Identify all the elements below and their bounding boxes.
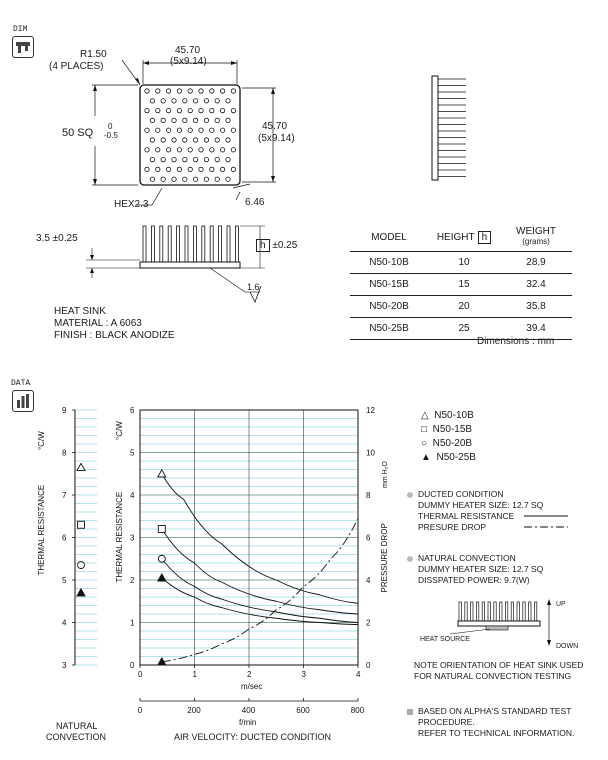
pin-hole: [177, 128, 181, 132]
y-axis-label: THERMAL RESISTANCE: [37, 484, 46, 576]
dim-icon: [13, 37, 33, 57]
data-point: [77, 589, 85, 596]
legend-item: ○ N50-20B: [421, 438, 473, 449]
h-dimension: [253, 239, 297, 252]
x2-tick-label: 600: [296, 706, 310, 715]
square-tol-lower: -0.5: [104, 131, 118, 140]
pin-hole: [161, 157, 165, 161]
pin-hole: [161, 118, 165, 122]
ducted-line: PRESURE DROP: [418, 522, 487, 532]
pin-hole: [220, 148, 224, 152]
table-row: N50-15B 15 32.4: [350, 274, 572, 296]
data-point: [158, 470, 166, 477]
y2-tick-label: 12: [366, 406, 375, 415]
y-tick-label: 7: [62, 491, 67, 500]
pin-hole: [204, 99, 208, 103]
x-tick-label: 4: [356, 670, 361, 679]
pin-hole: [172, 99, 176, 103]
ducted-line: THERMAL RESISTANCE: [418, 511, 515, 521]
base-thickness-label: 3.5 ±0.25: [36, 233, 78, 244]
data-point: [158, 526, 165, 533]
pin-hole: [183, 177, 187, 181]
pin-hole: [183, 157, 187, 161]
pin-hole: [150, 99, 154, 103]
pin-hole: [188, 167, 192, 171]
fin: [465, 602, 467, 621]
pin-hole: [210, 128, 214, 132]
y-tick-label: 9: [62, 406, 67, 415]
pin-hole: [145, 167, 149, 171]
legend-line-samples: [522, 510, 572, 532]
y-tick-label: 6: [130, 406, 135, 415]
pin-hole: [161, 138, 165, 142]
ducted-title: DUCTED CONDITION: [407, 489, 503, 499]
x2-axis-label: f/min: [239, 718, 257, 727]
pin-hole: [166, 108, 170, 112]
pin-hole: [226, 138, 230, 142]
pin-hole: [172, 157, 176, 161]
fin: [143, 226, 146, 262]
y2-tick-label: 2: [366, 618, 371, 628]
pin-hole: [199, 167, 203, 171]
data-badge-label: DATA: [11, 379, 31, 388]
data-point: [158, 574, 166, 581]
series-line: [162, 474, 358, 604]
legend-item: □ N50-15B: [421, 424, 473, 435]
y2-tick-label: 10: [366, 448, 375, 458]
x-axis-label: m/sec: [241, 682, 263, 691]
natural-line: DUMMY HEATER SIZE: 12.7 SQ: [418, 564, 544, 574]
fin: [482, 602, 484, 621]
y2-tick-label: 6: [366, 533, 371, 543]
x-tick-label: 3: [301, 670, 306, 679]
pin-hole: [193, 177, 197, 181]
x-tick-label: 0: [138, 670, 143, 679]
x-tick-label: 2: [247, 670, 252, 679]
fin: [202, 226, 205, 262]
radius-label: R1.50: [80, 49, 107, 60]
x2-tick-label: 0: [137, 706, 143, 715]
legend-item: ▲ N50-25B: [421, 452, 476, 463]
pin-hole: [166, 167, 170, 171]
table-row: N50-25B 25 39.4: [350, 318, 572, 340]
h-box: h: [256, 239, 270, 252]
x2-tick-label: 400: [241, 706, 256, 715]
radius-places-label: (4 PLACES): [49, 61, 104, 72]
pin-hole: [150, 138, 154, 142]
pin-hole: [172, 118, 176, 122]
pin-hole: [199, 89, 203, 93]
pin-hole: [156, 148, 160, 152]
pin-hole: [193, 157, 197, 161]
pin-hole: [188, 128, 192, 132]
air-velocity-label: AIR VELOCITY: DUCTED CONDITION: [174, 732, 332, 742]
header-weight: WEIGHT (grams): [500, 223, 572, 252]
x2-tick-label: 200: [187, 706, 201, 715]
pressure-drop-line: [162, 518, 358, 661]
table-row: N50-20B 20 35.8: [350, 296, 572, 318]
ducted-condition-chart: [115, 406, 389, 727]
natural-convection-chart: [37, 406, 97, 670]
square-open-icon: □: [421, 424, 428, 435]
side-width-label: 45.70: [262, 121, 288, 132]
triangle-open-icon: △: [421, 410, 429, 421]
fin: [494, 602, 496, 621]
pin-hole: [150, 157, 154, 161]
pin-hole: [166, 128, 170, 132]
ducted-line: DUMMY HEATER SIZE: 12.7 SQ: [418, 500, 544, 510]
legend-item: △ N50-10B: [421, 410, 474, 421]
pin-hole: [210, 167, 214, 171]
material-line: FINISH : BLACK ANODIZE: [54, 330, 175, 341]
pin-hole: [150, 118, 154, 122]
dim-badge-label: DIM: [13, 25, 28, 34]
pin-hole: [226, 157, 230, 161]
orientation-up: UP: [556, 601, 566, 608]
heatsink-side-view: [80, 222, 310, 312]
hex-label: HEX2.3: [114, 199, 149, 210]
gap-label: 6.46: [245, 197, 265, 208]
pin-hole: [156, 167, 160, 171]
pin-hole: [226, 177, 230, 181]
pin-hole-pattern: [145, 89, 236, 182]
orientation-note: FOR NATURAL CONVECTION TESTING: [414, 671, 572, 681]
orientation-note: NOTE ORIENTATION OF HEAT SINK USED: [414, 660, 584, 670]
pin-hole: [226, 118, 230, 122]
footnote-line: BASED ON ALPHA'S STANDARD TEST: [407, 706, 571, 716]
data-point: [78, 562, 85, 569]
y-tick-label: 5: [62, 576, 67, 585]
fin: [500, 602, 502, 621]
fin: [476, 602, 478, 621]
pin-hole: [204, 177, 208, 181]
pin-hole: [220, 167, 224, 171]
triangle-filled-icon: ▲: [421, 452, 431, 463]
pin-hole: [204, 118, 208, 122]
pin-hole: [188, 148, 192, 152]
y-axis-unit: °C/W: [115, 421, 124, 440]
top-width-sub-label: (5x9.14): [170, 56, 207, 67]
pin-hole: [210, 89, 214, 93]
y-tick-label: 4: [130, 491, 135, 500]
y-tick-label: 0: [130, 661, 135, 670]
y-tick-label: 2: [130, 576, 135, 585]
y-tick-label: 5: [130, 448, 135, 458]
footnote-line: PROCEDURE.: [418, 717, 475, 727]
y2-tick-label: 4: [366, 576, 371, 585]
finish-mark-label: 1.6: [247, 282, 260, 292]
y-axis-unit: °C/W: [37, 431, 46, 450]
square-tol-upper: 0: [108, 122, 113, 131]
pin-hole: [193, 138, 197, 142]
x2-tick-label: 800: [350, 706, 365, 715]
pin-hole: [156, 89, 160, 93]
footnote-line: REFER TO TECHNICAL INFORMATION.: [418, 728, 575, 738]
fin: [219, 226, 222, 262]
pin-hole: [183, 118, 187, 122]
fin: [193, 226, 196, 262]
fin: [511, 602, 513, 621]
pin-hole: [161, 177, 165, 181]
fin: [235, 226, 238, 262]
square-size-label: 50 SQ: [62, 127, 94, 139]
orientation-down: DOWN: [556, 643, 579, 650]
fin: [227, 226, 230, 262]
pin-hole: [199, 128, 203, 132]
y2-axis-label: PRESSURE DROP: [380, 523, 389, 593]
pin-hole: [231, 128, 235, 132]
h-tolerance: ±0.25: [272, 240, 298, 251]
fin: [160, 226, 163, 262]
pin-hole: [161, 99, 165, 103]
table-row: N50-10B 10 28.9: [350, 252, 572, 274]
pin-hole: [183, 138, 187, 142]
fin: [151, 226, 154, 262]
circle-open-icon: ○: [421, 438, 428, 449]
pin-hole: [231, 167, 235, 171]
fin: [168, 226, 171, 262]
pin-hole: [204, 138, 208, 142]
units-note: Dimensions : mm: [477, 336, 555, 347]
top-width-label: 45.70: [175, 45, 201, 56]
fin: [185, 226, 188, 262]
pin-hole: [145, 148, 149, 152]
heatsink-profile-view: [430, 74, 470, 184]
fin: [210, 226, 213, 262]
y2-tick-label: 8: [366, 491, 371, 500]
natural-convection-label-2: CONVECTION: [46, 732, 107, 742]
fin: [177, 226, 180, 262]
pin-hole: [188, 89, 192, 93]
pin-hole: [177, 148, 181, 152]
y-tick-label: 6: [62, 533, 67, 543]
fin: [529, 602, 531, 621]
heat-source-label: HEAT SOURCE: [420, 636, 470, 643]
pin-hole: [193, 99, 197, 103]
natural-line: DISSPATED POWER: 9.7(W): [418, 575, 530, 585]
material-line: MATERIAL : A 6063: [54, 318, 142, 329]
natural-convection-label-1: NATURAL: [56, 721, 98, 731]
pin-hole: [166, 89, 170, 93]
pin-hole: [215, 118, 219, 122]
y-tick-label: 3: [130, 533, 135, 543]
material-line: HEAT SINK: [54, 306, 106, 317]
pin-hole: [199, 108, 203, 112]
pin-hole: [193, 118, 197, 122]
fin: [459, 602, 461, 621]
pin-hole: [231, 108, 235, 112]
pin-hole: [220, 128, 224, 132]
spec-table: [350, 223, 572, 340]
fin: [471, 602, 473, 621]
pin-hole: [177, 108, 181, 112]
y-tick-label: 3: [62, 661, 67, 670]
pin-hole: [204, 157, 208, 161]
pin-hole: [145, 108, 149, 112]
fin: [534, 602, 536, 621]
pin-hole: [199, 148, 203, 152]
y-tick-label: 8: [62, 448, 67, 458]
pin-hole: [215, 138, 219, 142]
pin-hole: [177, 89, 181, 93]
pin-hole: [231, 89, 235, 93]
pin-hole: [172, 177, 176, 181]
fin: [488, 602, 490, 621]
series-line: [162, 559, 358, 623]
fin: [505, 602, 507, 621]
header-model: MODEL: [350, 223, 428, 252]
data-point: [158, 555, 165, 562]
y-tick-label: 1: [130, 618, 135, 628]
pin-hole: [145, 89, 149, 93]
pin-hole: [177, 167, 181, 171]
data-point: [77, 463, 85, 470]
x-tick-label: 1: [192, 670, 197, 679]
fin: [517, 602, 519, 621]
pin-hole: [210, 148, 214, 152]
header-height: HEIGHT h: [428, 223, 500, 252]
pin-hole: [150, 177, 154, 181]
y2-axis-unit: mm H₂O: [382, 461, 389, 488]
y-axis-label: THERMAL RESISTANCE: [115, 491, 124, 583]
pin-hole: [231, 148, 235, 152]
side-width-sub-label: (5x9.14): [258, 133, 295, 144]
dim-badge: [12, 36, 34, 58]
pin-hole: [188, 108, 192, 112]
y-tick-label: 4: [62, 618, 67, 628]
pin-hole: [156, 108, 160, 112]
y2-tick-label: 0: [366, 661, 371, 670]
natural-title: NATURAL CONVECTION: [407, 553, 516, 563]
pin-hole: [215, 177, 219, 181]
pin-hole: [145, 128, 149, 132]
pin-hole: [183, 99, 187, 103]
pin-hole: [166, 148, 170, 152]
pin-hole: [156, 128, 160, 132]
pin-hole: [172, 138, 176, 142]
data-point: [78, 521, 85, 528]
pin-hole: [226, 99, 230, 103]
fin: [523, 602, 525, 621]
pin-hole: [215, 99, 219, 103]
pin-hole: [220, 108, 224, 112]
pin-hole: [220, 89, 224, 93]
pin-hole: [215, 157, 219, 161]
pin-hole: [210, 108, 214, 112]
